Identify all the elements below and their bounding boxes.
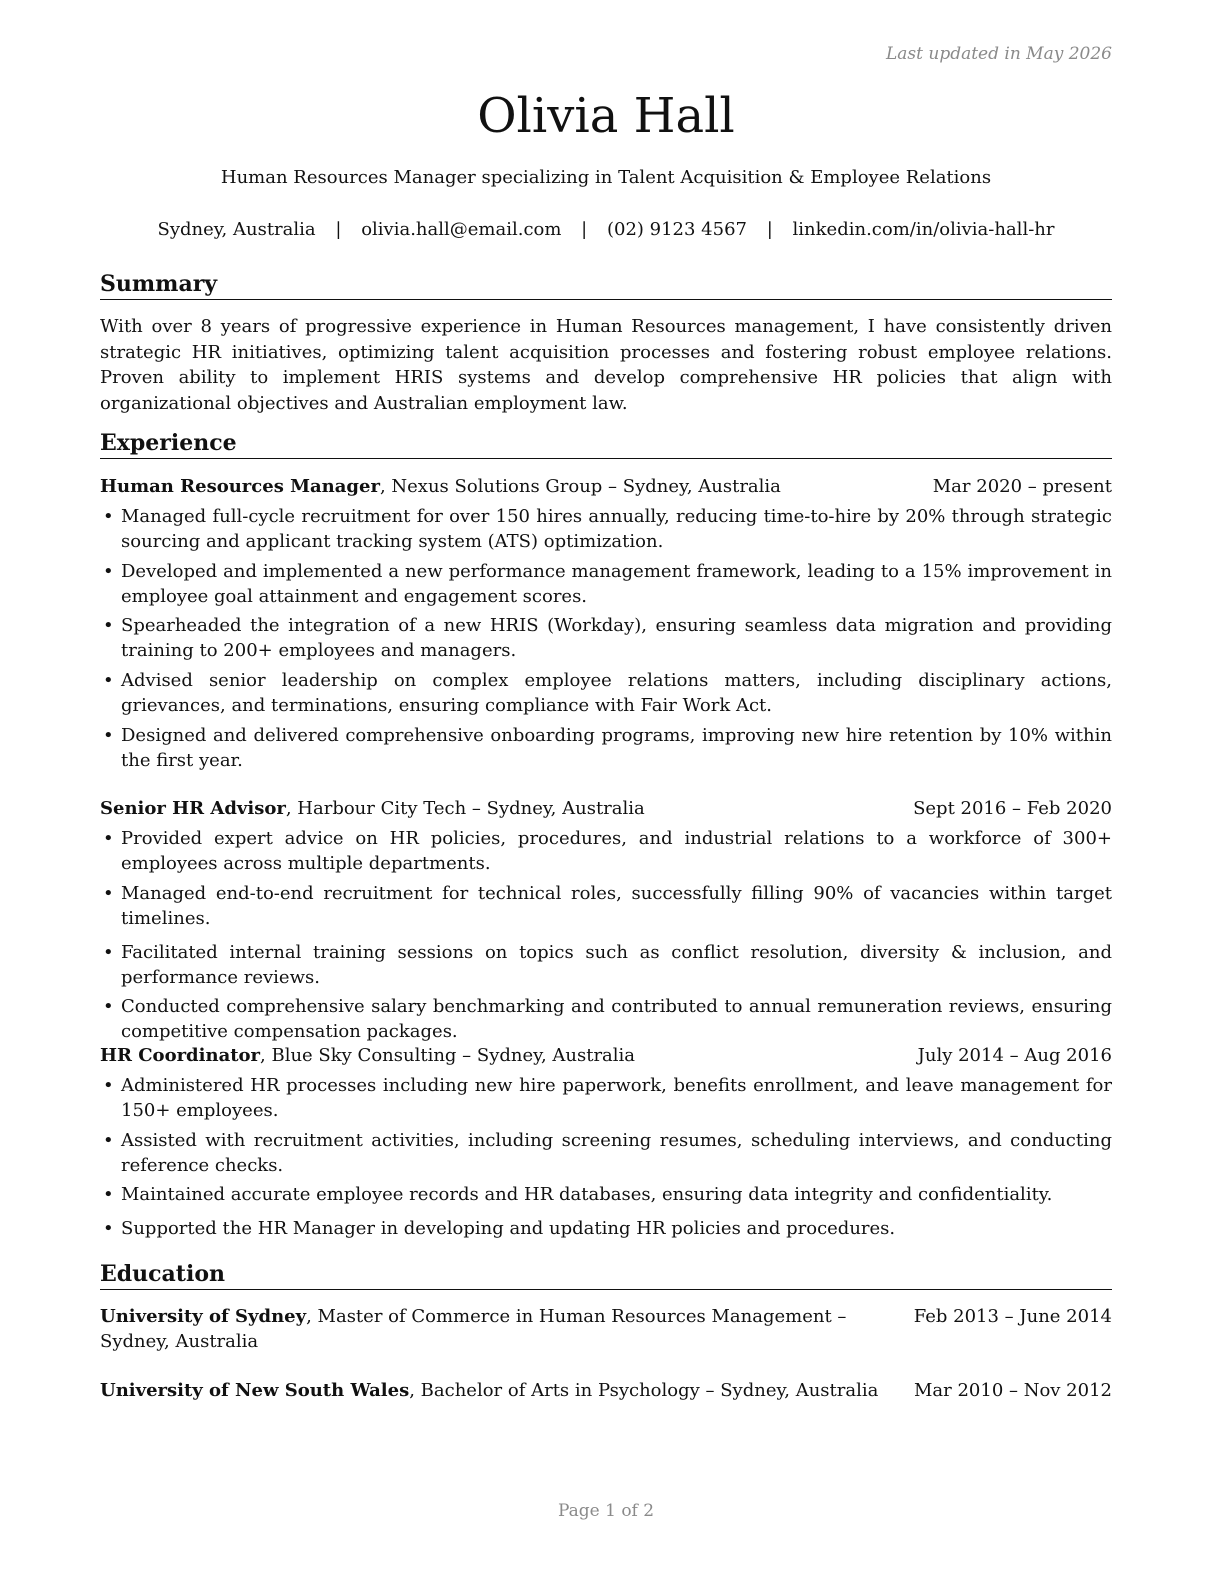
contact-email[interactable]: olivia.hall@email.com [361,219,562,240]
education-school: University of Sydney [100,1306,307,1327]
contact-phone[interactable]: (02) 9123 4567 [606,219,747,240]
contact-line [100,219,1112,240]
job-header [100,796,1112,821]
education-dates: Feb 2013 – June 2014 [913,1306,1112,1327]
job-dates: Mar 2020 – present [932,476,1112,497]
job-bullets [100,826,1112,1049]
education-school: University of New South Wales [100,1380,410,1401]
resume-page [100,0,1112,1584]
education-item [100,1378,1112,1403]
job-bullets [100,504,1112,777]
list-item: • Administered HR processes including new hire paperwork, benefits enrollment, and leave management for 150+ employees. [100,1073,1112,1123]
candidate-name: Olivia Hall [477,88,735,144]
education-dates: Mar 2010 – Nov 2012 [913,1380,1112,1401]
job-dates: Sept 2016 – Feb 2020 [913,798,1112,819]
job-company: , Nexus Solutions Group – Sydney, Australia [379,476,781,497]
list-item: • Conducted comprehensive salary benchmarking and contributed to annual remuneration reviews, ensuring competitive compensation packages. [100,994,1112,1044]
job-header [100,474,1112,499]
list-item: • Designed and delivered comprehensive onboarding programs, improving new hire retention by 10% within the first year. [100,723,1112,773]
job-header [100,1043,1112,1068]
list-item: • Maintained accurate employee records and HR databases, ensuring data integrity and confidentiality. [100,1182,1112,1207]
list-item: • Assisted with recruitment activities, including screening resumes, scheduling interviews, and conducting reference checks. [100,1128,1112,1178]
education-detail: , Bachelor of Arts in Psychology – Sydney, Australia [409,1380,879,1401]
job-role: HR Coordinator [100,1045,261,1066]
list-item: • Spearheaded the integration of a new HRIS (Workday), ensuring seamless data migration and providing training to 200+ employees and managers. [100,613,1112,663]
list-item: • Facilitated internal training sessions on topics such as conflict resolution, diversity & inclusion, and performance reviews. [100,940,1112,990]
last-updated: Last updated in May 2026 [885,44,1112,64]
summary-text: With over 8 years of progressive experience in Human Resources management, I have consistently driven strategic HR initiatives, optimizing talent acquisition processes and fostering robust employee relations. Proven ability to implement HRIS systems and develop comprehensive HR policies that align with organizational objectives and Australian employment law. [100,316,1112,414]
contact-separator: | [581,219,588,240]
contact-separator: | [766,219,773,240]
list-item: • Developed and implemented a new performance management framework, leading to a 15% improvement in employee goal attainment and engagement scores. [100,559,1112,609]
job-company: , Blue Sky Consulting – Sydney, Australia [260,1045,636,1066]
job-bullets [100,1073,1112,1246]
section-title-experience: Experience [100,429,1112,459]
page-number: Page 1 of 2 [557,1501,655,1521]
list-item: • Supported the HR Manager in developing and updating HR policies and procedures. [100,1216,1112,1241]
education-item [100,1304,1112,1354]
job-dates: July 2014 – Aug 2016 [917,1045,1112,1066]
list-item: • Managed full-cycle recruitment for over 150 hires annually, reducing time-to-hire by 20% through strategic sourcing and applicant tracking system (ATS) optimization. [100,504,1112,554]
section-title-education: Education [100,1260,1112,1290]
contact-separator: | [335,219,342,240]
job-role: Senior HR Advisor [100,798,286,819]
job-role: Human Resources Manager [100,476,380,497]
list-item: • Advised senior leadership on complex employee relations matters, including disciplinary actions, grievances, and terminations, ensuring compliance with Fair Work Act. [100,668,1112,718]
education-detail: , Master of Commerce in Human Resources Management – Sydney, Australia [100,1306,847,1352]
contact-location: Sydney, Australia [157,219,316,240]
contact-linkedin[interactable]: linkedin.com/in/olivia-hall-hr [792,219,1055,240]
job-company: , Harbour City Tech – Sydney, Australia [285,798,645,819]
section-title-summary: Summary [100,270,1112,300]
list-item: • Managed end-to-end recruitment for technical roles, successfully filling 90% of vacancies within target timelines. [100,881,1112,931]
education-text [100,1378,890,1403]
education-text [100,1304,890,1354]
headline: Human Resources Manager specializing in Talent Acquisition & Employee Relations [220,167,992,188]
list-item: • Provided expert advice on HR policies, procedures, and industrial relations to a workforce of 300+ employees across multiple departments. [100,826,1112,876]
